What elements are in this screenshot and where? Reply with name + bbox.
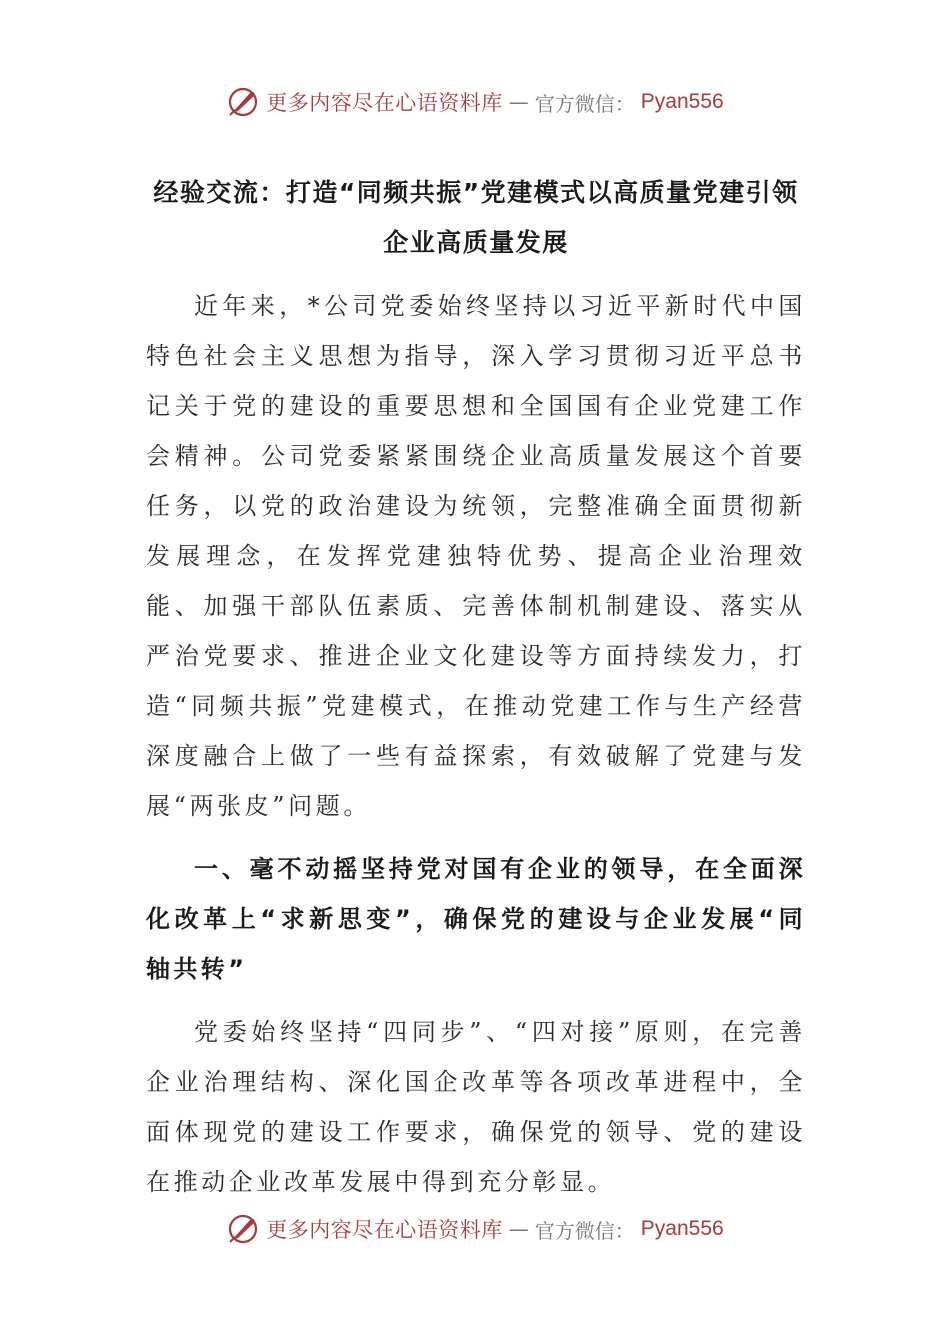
title-line-2: 企业高质量发展 xyxy=(383,228,569,257)
footer-watermark-banner xyxy=(0,1209,950,1249)
banner-separator: — xyxy=(508,90,529,114)
section-1-heading: 一、毫不动摇坚持党对国有企业的领导，在全面深化改革上“求新思变”，确保党的建设与企业发展“同轴共转” xyxy=(146,855,806,983)
banner-text: 更多内容尽在心语资料库 xyxy=(266,1218,503,1242)
title-line-1: 经验交流：打造“同频共振”党建模式以高质量党建引领 xyxy=(153,178,799,207)
quill-pen-icon xyxy=(226,1212,260,1246)
banner-separator: — xyxy=(508,1217,529,1241)
quill-pen-icon xyxy=(226,85,260,119)
intro-paragraph: 近年来，*公司党委始终坚持以习近平新时代中国特色社会主义思想为指导，深入学习贯彻习近平总书记关于党的建设的重要思想和全国国有企业党建工作会精神。公司党委紧紧围绕企业高质量发展这个首要任务，以党的政治建设为统领，完整准确全面贯彻新发展理念，在发挥党建独特优势、提高企业治理效能、加强干部队伍素质、完善体制机制建设、落实从严治党要求、推进企业文化建设等方面持续发力，打造“同频共振”党建模式，在推动党建工作与生产经营深度融合上做了一些有益探索，有效破解了党建与发展“两张皮”问题。 xyxy=(146,292,806,820)
document-body xyxy=(146,168,806,1207)
header-watermark-banner xyxy=(0,82,950,122)
section-1-paragraph: 党委始终坚持“四同步”、“四对接”原则，在完善企业治理结构、深化国企改革等各项改革进程中，全面体现党的建设工作要求，确保党的领导、党的建设在推动企业改革发展中得到充分彰显。 xyxy=(146,1018,806,1196)
banner-wechat-id: Pyan556 xyxy=(640,1217,724,1240)
document-title xyxy=(128,168,824,268)
banner-wechat-id: Pyan556 xyxy=(640,90,724,113)
banner-text: 更多内容尽在心语资料库 xyxy=(266,91,503,115)
banner-label: 官方微信： xyxy=(534,1218,635,1243)
banner-label: 官方微信： xyxy=(534,91,635,116)
